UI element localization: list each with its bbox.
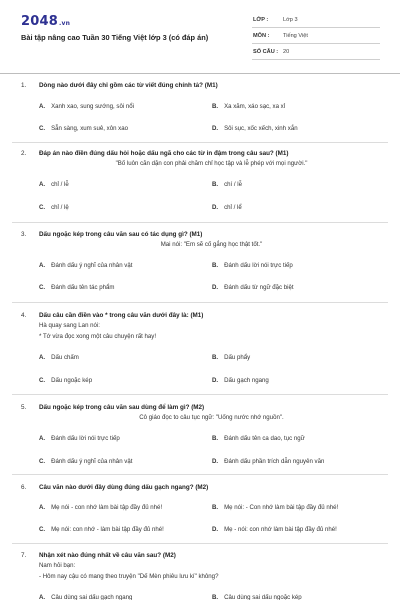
option-a[interactable]: [39, 181, 69, 188]
option-letter: D.: [212, 284, 219, 291]
option-d[interactable]: [212, 125, 298, 132]
option-letter: C.: [39, 125, 46, 132]
option-letter: A.: [39, 103, 46, 110]
option-letter: B.: [212, 435, 219, 442]
option-a[interactable]: [39, 262, 132, 269]
question-excerpt: Nam hỏi bạn:: [39, 562, 76, 569]
option-text: Mẹ nói: - Con nhớ làm bài tập đầy đủ nhé!: [224, 504, 339, 511]
option-text: Sôi sục, xốc xếch, xinh xắn: [224, 125, 298, 132]
option-letter: C.: [39, 458, 46, 465]
question-number: 7.: [21, 552, 27, 559]
option-c[interactable]: [39, 284, 114, 291]
meta-count-value: 20: [283, 49, 290, 55]
question-excerpt: Mai nói: "Em sẽ cố gắng học thật tốt.": [160, 241, 263, 248]
option-b[interactable]: [212, 354, 250, 361]
logo-suffix: .vn: [58, 20, 71, 27]
option-letter: D.: [212, 526, 219, 533]
option-text: Mẹ nói: con nhớ - làm bài tập đầy đủ nhé!: [51, 526, 164, 533]
site-logo[interactable]: [21, 14, 70, 29]
option-letter: C.: [39, 377, 46, 384]
option-text: Đánh dấu lời nói trực tiếp: [51, 435, 120, 442]
option-a[interactable]: [39, 354, 79, 361]
option-letter: B.: [212, 354, 219, 361]
option-c[interactable]: [39, 125, 128, 132]
question-excerpt: Hà quay sang Lan nói:: [39, 322, 100, 329]
option-b[interactable]: [212, 504, 338, 511]
question-stem: Dấu ngoặc kép trong câu văn sau dùng để làm gì? (M2): [39, 404, 205, 411]
option-text: Đánh dấu tên tác phẩm: [51, 284, 115, 291]
meta-grade: [252, 12, 380, 28]
question-stem: Đáp án nào điền đúng dấu hỏi hoặc dấu ngã cho các từ in đậm trong câu sau? (M1): [39, 150, 289, 157]
option-letter: B.: [212, 262, 219, 269]
option-b[interactable]: [212, 262, 293, 269]
option-letter: B.: [212, 103, 219, 110]
divider: [12, 543, 388, 544]
option-a[interactable]: [39, 435, 120, 442]
divider: [12, 302, 388, 303]
option-b[interactable]: [212, 181, 242, 188]
option-text: Dấu chấm: [51, 354, 79, 361]
question-stem: Dòng nào dưới đây chỉ gồm các từ viết đúng chính tả? (M1): [39, 82, 218, 89]
question-stem: Dấu câu cần điền vào * trong câu văn dưới đây là: (M1): [39, 312, 204, 319]
option-c[interactable]: [39, 458, 132, 465]
question-stem: Dấu ngoặc kép trong câu văn sau có tác dụng gì? (M1): [39, 231, 203, 238]
option-text: Dấu ngoặc kép: [51, 377, 93, 384]
option-c[interactable]: [39, 526, 164, 533]
meta-count-label: SỐ CÂU :: [253, 49, 279, 55]
option-text: chí / lễ: [224, 181, 243, 188]
meta-grade-label: LỚP :: [253, 17, 269, 23]
question-number: 3.: [21, 231, 27, 238]
option-letter: A.: [39, 594, 46, 600]
option-letter: D.: [212, 377, 219, 384]
question-excerpt: Cô giáo đọc to câu tục ngữ: "Uống nước nhớ nguồn".: [139, 414, 284, 421]
option-letter: D.: [212, 204, 219, 211]
logo-text: 2048: [21, 14, 58, 29]
option-a[interactable]: [39, 594, 132, 600]
option-text: Đánh dấu lời nói trực tiếp: [224, 262, 293, 269]
divider: [12, 142, 388, 143]
option-letter: C.: [39, 526, 46, 533]
question-stem: Câu văn nào dưới đây dùng đúng dấu gạch ngang? (M2): [39, 484, 209, 491]
meta-subject-label: MÔN :: [253, 33, 270, 39]
option-letter: A.: [39, 181, 46, 188]
option-d[interactable]: [212, 458, 324, 465]
option-text: Đánh dấu ý nghĩ của nhân vật: [51, 458, 133, 465]
option-text: Dấu phẩy: [224, 354, 251, 361]
option-a[interactable]: [39, 504, 162, 511]
question-number: 4.: [21, 312, 27, 319]
option-text: Đánh dấu tên ca dao, tục ngữ: [224, 435, 305, 442]
option-letter: D.: [212, 458, 219, 465]
question-excerpt: * Tớ vừa đọc xong một câu chuyện rất hay!: [39, 333, 157, 340]
option-text: Câu dùng sai dấu ngoặc kép: [224, 594, 302, 600]
option-letter: A.: [39, 262, 46, 269]
meta-subject: [252, 28, 380, 44]
option-d[interactable]: [212, 377, 269, 384]
question-number: 5.: [21, 404, 27, 411]
option-text: Câu dùng sai dấu gạch ngang: [51, 594, 133, 600]
option-letter: A.: [39, 435, 46, 442]
meta-subject-value: Tiếng Việt: [283, 33, 308, 39]
question-number: 1.: [21, 82, 27, 89]
option-text: Đánh dấu phần trích dẫn nguyên văn: [224, 458, 325, 465]
option-text: chỉ / lễ: [51, 181, 69, 188]
meta-grade-value: Lớp 3: [283, 17, 298, 23]
option-text: Đánh dấu từ ngữ đặc biệt: [224, 284, 294, 291]
divider: [12, 394, 388, 395]
page-header: [0, 0, 400, 74]
option-text: Sẵn sàng, xum suê, xôn xao: [51, 125, 128, 132]
option-letter: A.: [39, 504, 46, 511]
option-letter: A.: [39, 354, 46, 361]
question-excerpt: "Bố luôn căn dặn con phải chăm chỉ học tập và lễ phép với mọi người.": [115, 160, 308, 167]
option-text: chỉ / lể: [224, 204, 242, 211]
meta-count: [252, 44, 380, 60]
document-title: Bài tập nâng cao Tuần 30 Tiếng Việt lớp 3 (có đáp án): [21, 33, 209, 42]
option-letter: B.: [212, 594, 219, 600]
option-text: Xanh xao, sung sướng, sôi nổi: [51, 103, 135, 110]
question-number: 6.: [21, 484, 27, 491]
option-d[interactable]: [212, 204, 242, 211]
option-text: Mẹ - nói: con nhớ làm bài tập đầy đủ nhé!: [224, 526, 337, 533]
divider: [12, 222, 388, 223]
option-letter: B.: [212, 181, 219, 188]
option-text: chỉ / lệ: [51, 204, 69, 211]
question-excerpt: - Hôm nay cậu có mang theo truyện "Dế Mèn phiêu lưu kí" không?: [39, 573, 219, 580]
option-text: Mẹ nói - con nhớ làm bài tập đầy đủ nhé!: [51, 504, 163, 511]
option-text: Xa xăm, xáo sạc, xa xỉ: [224, 103, 286, 110]
option-b[interactable]: [212, 594, 302, 600]
option-letter: C.: [39, 284, 46, 291]
option-letter: C.: [39, 204, 46, 211]
option-b[interactable]: [212, 103, 285, 110]
option-c[interactable]: [39, 204, 69, 211]
option-b[interactable]: [212, 435, 305, 442]
option-d[interactable]: [212, 284, 294, 291]
option-text: Dấu gạch ngang: [224, 377, 269, 384]
question-number: 2.: [21, 150, 27, 157]
question-stem: Nhận xét nào đúng nhất về câu văn sau? (M2): [39, 552, 176, 559]
option-a[interactable]: [39, 103, 134, 110]
option-letter: D.: [212, 125, 219, 132]
option-d[interactable]: [212, 526, 337, 533]
divider: [12, 474, 388, 475]
option-letter: B.: [212, 504, 219, 511]
option-c[interactable]: [39, 377, 92, 384]
option-text: Đánh dấu ý nghĩ của nhân vật: [51, 262, 133, 269]
